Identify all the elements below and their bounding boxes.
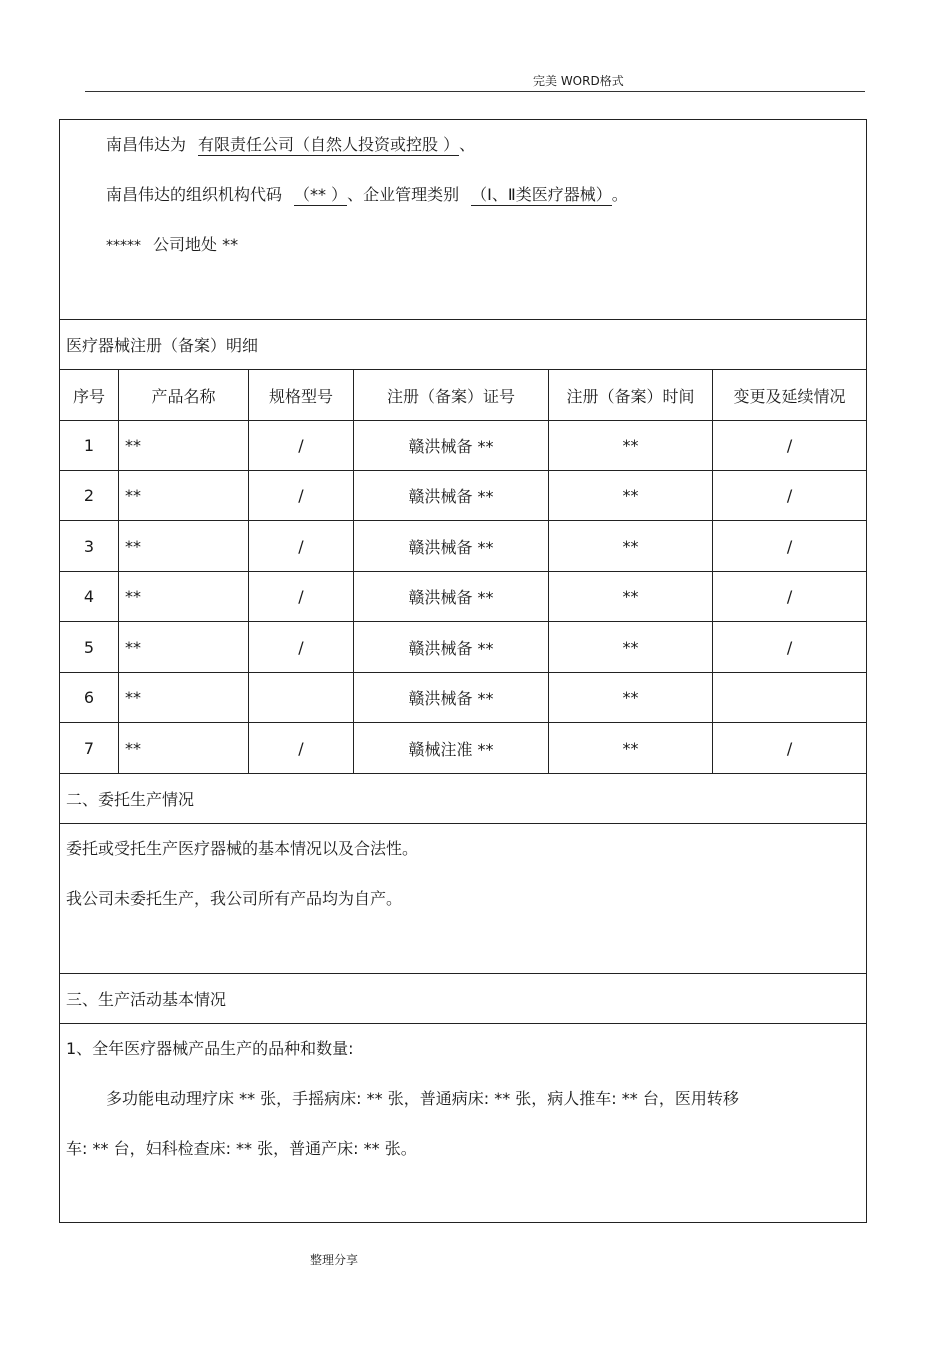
registration-number: 赣洪械备 ** [354,421,549,471]
address-placeholder: ***** [106,238,141,254]
specification: / [249,572,354,622]
product-name: ** [119,572,249,622]
intro-text: 南昌伟达为 [106,135,187,154]
registration-title: 医疗器械注册（备案）明细 [60,320,867,370]
change-status: / [713,521,867,572]
registration-time: ** [549,471,713,521]
intro-cell [60,120,867,320]
product-name: ** [119,421,249,471]
management-category-value: （Ⅰ、Ⅱ类医疗器械） [471,185,612,204]
intro-row [60,120,867,320]
org-code-value: （** ） [294,185,348,204]
company-type-value: 有限责任公司（自然人投资或控股 ） [198,135,460,154]
registration-header-row [60,370,867,421]
table-row [60,421,867,471]
column-header: 产品名称 [119,370,249,421]
report-table [59,119,867,1223]
page-header: 完美 WORD格式 [533,74,624,88]
registration-time: ** [549,622,713,673]
section-3-detail: 车: ** 台，妇科检查床: ** 张，普通产床: ** 张。 [66,1139,417,1158]
change-status: / [713,421,867,471]
row-number: 4 [60,572,119,622]
table-row [60,521,867,572]
section-3-item: 1、全年医疗器械产品生产的品种和数量: [66,1039,354,1058]
change-status: / [713,723,867,774]
column-header: 注册（备案）时间 [549,370,713,421]
specification: / [249,471,354,521]
product-name: ** [119,723,249,774]
section-3-title-row [60,974,867,1024]
intro-line-company-type [60,120,866,170]
intro-line-org-code [60,170,866,220]
registration-number: 赣洪械备 ** [354,471,549,521]
section-2-body [60,824,867,974]
specification: / [249,622,354,673]
column-header: 规格型号 [249,370,354,421]
row-number: 5 [60,622,119,673]
row-number: 7 [60,723,119,774]
section-2-title-row [60,774,867,824]
registration-number: 赣洪械备 ** [354,572,549,622]
section-2-body-row [60,824,867,974]
registration-title-row [60,320,867,370]
registration-number: 赣洪械备 ** [354,673,549,723]
registration-number: 赣洪械备 ** [354,622,549,673]
registration-number: 赣械注准 ** [354,723,549,774]
intro-line-address [60,220,866,270]
intro-text: 南昌伟达的组织机构代码 [106,185,283,204]
row-number: 1 [60,421,119,471]
section-3-body-row [60,1024,867,1223]
page-footer: 整理分享 [310,1253,359,1267]
column-header: 序号 [60,370,119,421]
registration-time: ** [549,521,713,572]
product-name: ** [119,471,249,521]
product-name: ** [119,521,249,572]
section-2-title: 二、委托生产情况 [60,774,867,824]
table-row [60,673,867,723]
specification: / [249,521,354,572]
registration-time: ** [549,723,713,774]
specification: / [249,723,354,774]
column-header: 注册（备案）证号 [354,370,549,421]
row-number: 3 [60,521,119,572]
registration-time: ** [549,572,713,622]
specification [249,673,354,723]
specification: / [249,421,354,471]
row-number: 2 [60,471,119,521]
intro-text: 、 [459,135,476,154]
column-header: 变更及延续情况 [713,370,867,421]
intro-text: 、企业管理类别 [347,185,460,204]
section-3-detail: 多功能电动理疗床 ** 张，手摇病床: ** 张，普通病床: ** 张，病人推车: ** 台，医用转移 [106,1089,739,1108]
section-2-line: 委托或受托生产医疗器械的基本情况以及合法性。 [66,839,419,858]
change-status: / [713,622,867,673]
intro-text: 。 [611,185,628,204]
table-row [60,572,867,622]
table-row [60,622,867,673]
section-3-body [60,1024,867,1223]
registration-number: 赣洪械备 ** [354,521,549,572]
registration-time: ** [549,421,713,471]
table-row [60,723,867,774]
change-status [713,673,867,723]
row-number: 6 [60,673,119,723]
section-3-title: 三、生产活动基本情况 [60,974,867,1024]
product-name: ** [119,673,249,723]
header-rule [85,91,865,92]
change-status: / [713,572,867,622]
table-row [60,471,867,521]
section-2-line: 我公司未委托生产，我公司所有产品均为自产。 [66,889,403,908]
product-name: ** [119,622,249,673]
registration-time: ** [549,673,713,723]
change-status: / [713,471,867,521]
address-text: 公司地处 ** [153,235,239,254]
